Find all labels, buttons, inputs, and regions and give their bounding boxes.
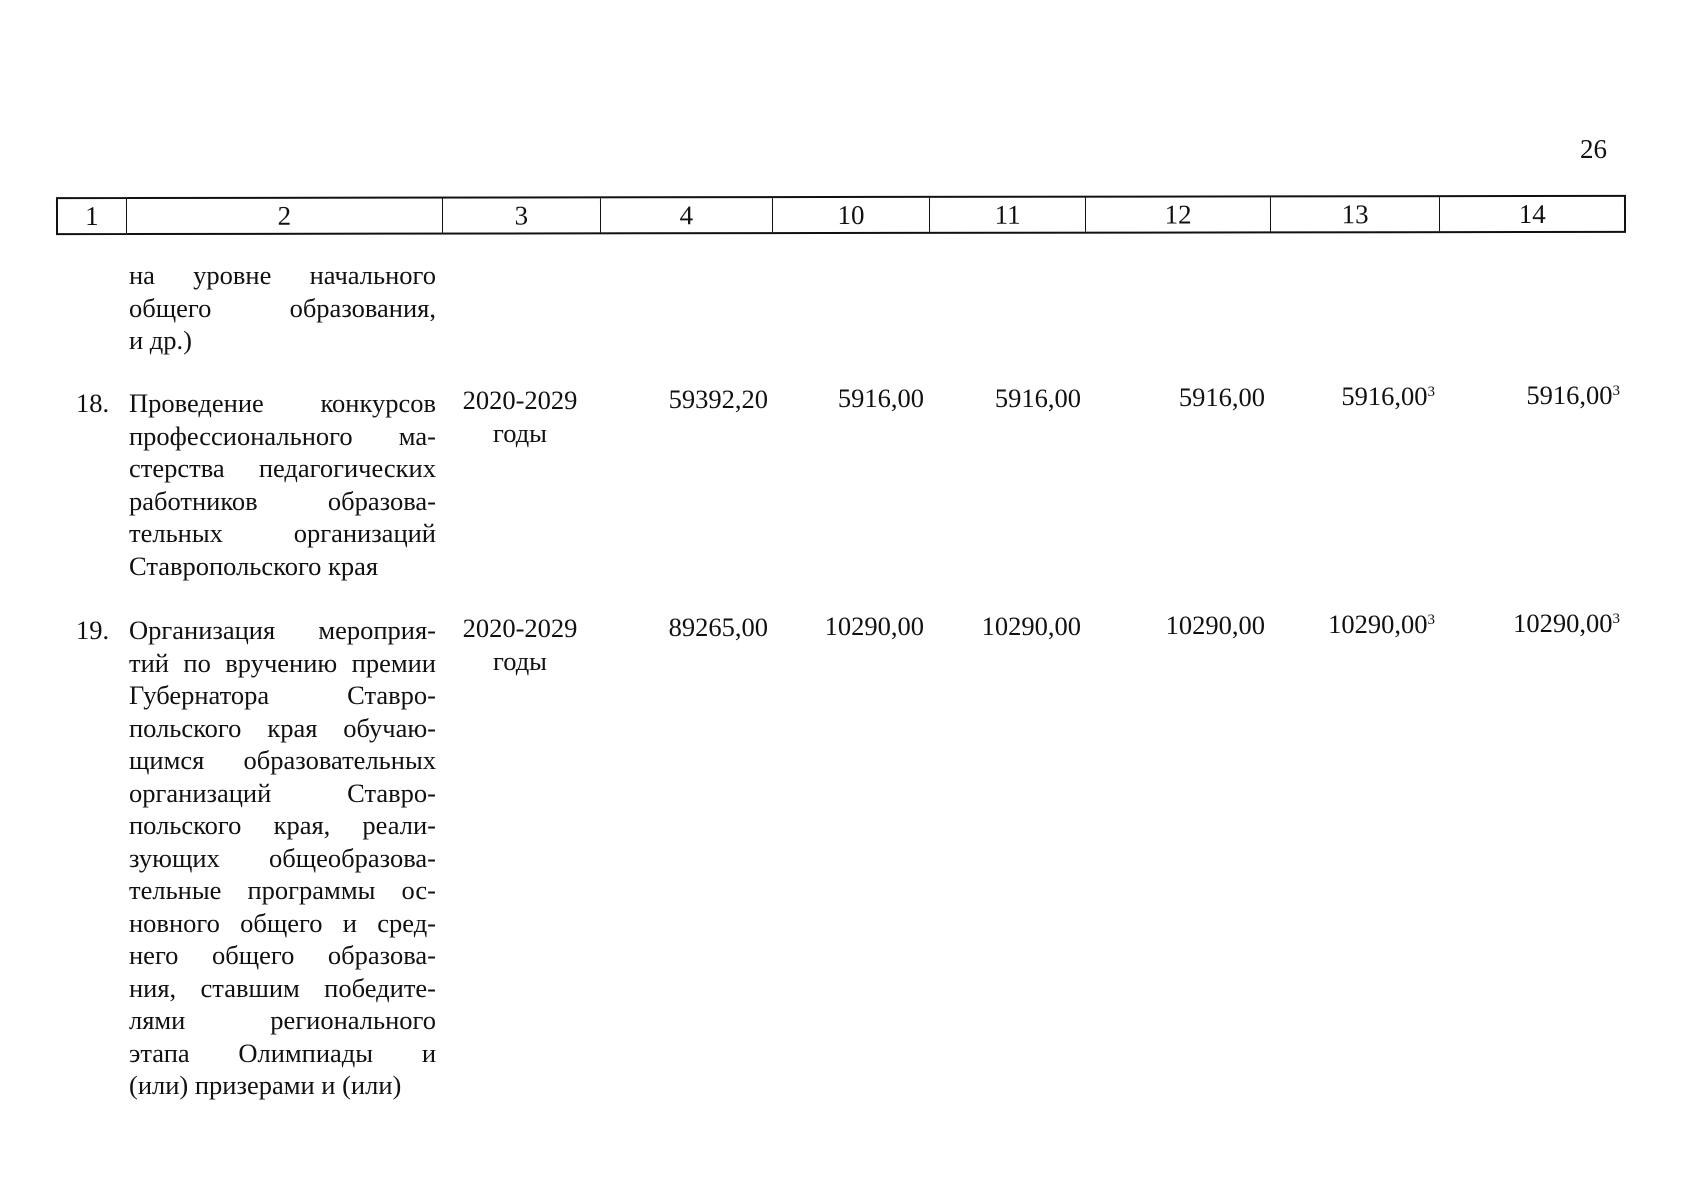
row-number: 19.: [76, 615, 110, 645]
name-line: стерства педагогических: [129, 453, 436, 483]
name-line: Ставропольского края: [129, 550, 379, 581]
value-text: 5916,00: [1341, 381, 1428, 411]
page-number: 26: [1580, 134, 1607, 164]
footnote-mark: 3: [1427, 384, 1435, 400]
value-text: 10290,00: [1513, 608, 1613, 638]
name-line: щимся образовательных: [129, 745, 436, 775]
value-col-14: [1526, 379, 1620, 412]
value-text: 10290,00: [1328, 609, 1428, 639]
header-cell-12: 12: [1085, 197, 1270, 231]
value-col-13: [1328, 608, 1435, 641]
value-col-4: 89265,00: [668, 612, 768, 642]
name-line: зующих общеобразова-: [129, 842, 436, 873]
period-years: 2020-2029: [462, 385, 578, 415]
name-line: и др.): [129, 325, 192, 355]
continuation-name: [129, 259, 436, 357]
name-line: тельные программы ос-: [129, 875, 436, 905]
header-cell-14: 14: [1439, 197, 1624, 231]
name-line: работников образова-: [129, 485, 436, 516]
name-line: на уровне начального: [129, 260, 436, 290]
name-line: Организация мероприя-: [129, 615, 436, 645]
value-text: 5916,00: [1526, 380, 1613, 410]
value-col-12: 5916,00: [1178, 382, 1265, 412]
name-line: организаций Ставро-: [129, 777, 436, 808]
header-cell-3: 3: [442, 198, 600, 232]
name-line: Проведение конкурсов: [129, 388, 436, 418]
period-unit: годы: [493, 645, 547, 676]
footnote-mark: 3: [1612, 383, 1620, 399]
row-name: [129, 387, 436, 582]
row-period: [445, 612, 595, 677]
name-line: ния, ставшим победите-: [129, 972, 436, 1003]
row-period: [445, 384, 595, 449]
table-header: [56, 195, 1626, 235]
footnote-mark: 3: [1427, 612, 1435, 628]
header-cell-2: 2: [126, 199, 442, 233]
name-line: лями регионального: [129, 1005, 436, 1035]
name-line: (или) призерами и (или): [129, 1070, 402, 1100]
header-cell-1: 1: [85, 200, 99, 231]
value-col-10: 10290,00: [824, 611, 924, 641]
row-name: [129, 614, 436, 1102]
name-line: этапа Олимпиады и: [129, 1037, 436, 1068]
name-line: польского края, реали-: [129, 810, 436, 840]
value-col-13: [1341, 380, 1435, 413]
period-years: 2020-2029: [462, 613, 578, 643]
name-line: Губернатора Ставро-: [129, 680, 436, 710]
value-col-12: 10290,00: [1165, 610, 1265, 640]
name-line: польского края обучаю-: [129, 712, 436, 743]
name-line: тий по вручению премии: [129, 647, 436, 678]
row-number: 18.: [76, 388, 110, 418]
header-cell-4: 4: [600, 198, 773, 232]
value-col-11: 10290,00: [981, 611, 1081, 641]
value-col-4: 59392,20: [668, 384, 768, 414]
value-col-11: 5916,00: [994, 383, 1081, 413]
name-line: новного общего и сред-: [129, 907, 436, 938]
footnote-mark: 3: [1612, 611, 1620, 627]
name-line: общего образования,: [129, 292, 436, 323]
header-cell-13: 13: [1270, 197, 1440, 231]
header-cell-11: 11: [929, 198, 1086, 232]
value-col-10: 5916,00: [837, 383, 924, 413]
name-line: профессионального ма-: [129, 420, 436, 451]
name-line: тельных организаций: [129, 518, 436, 548]
value-col-14: [1513, 607, 1620, 640]
period-unit: годы: [493, 417, 547, 448]
name-line: него общего образова-: [129, 940, 436, 970]
header-cell-10: 10: [772, 198, 929, 232]
